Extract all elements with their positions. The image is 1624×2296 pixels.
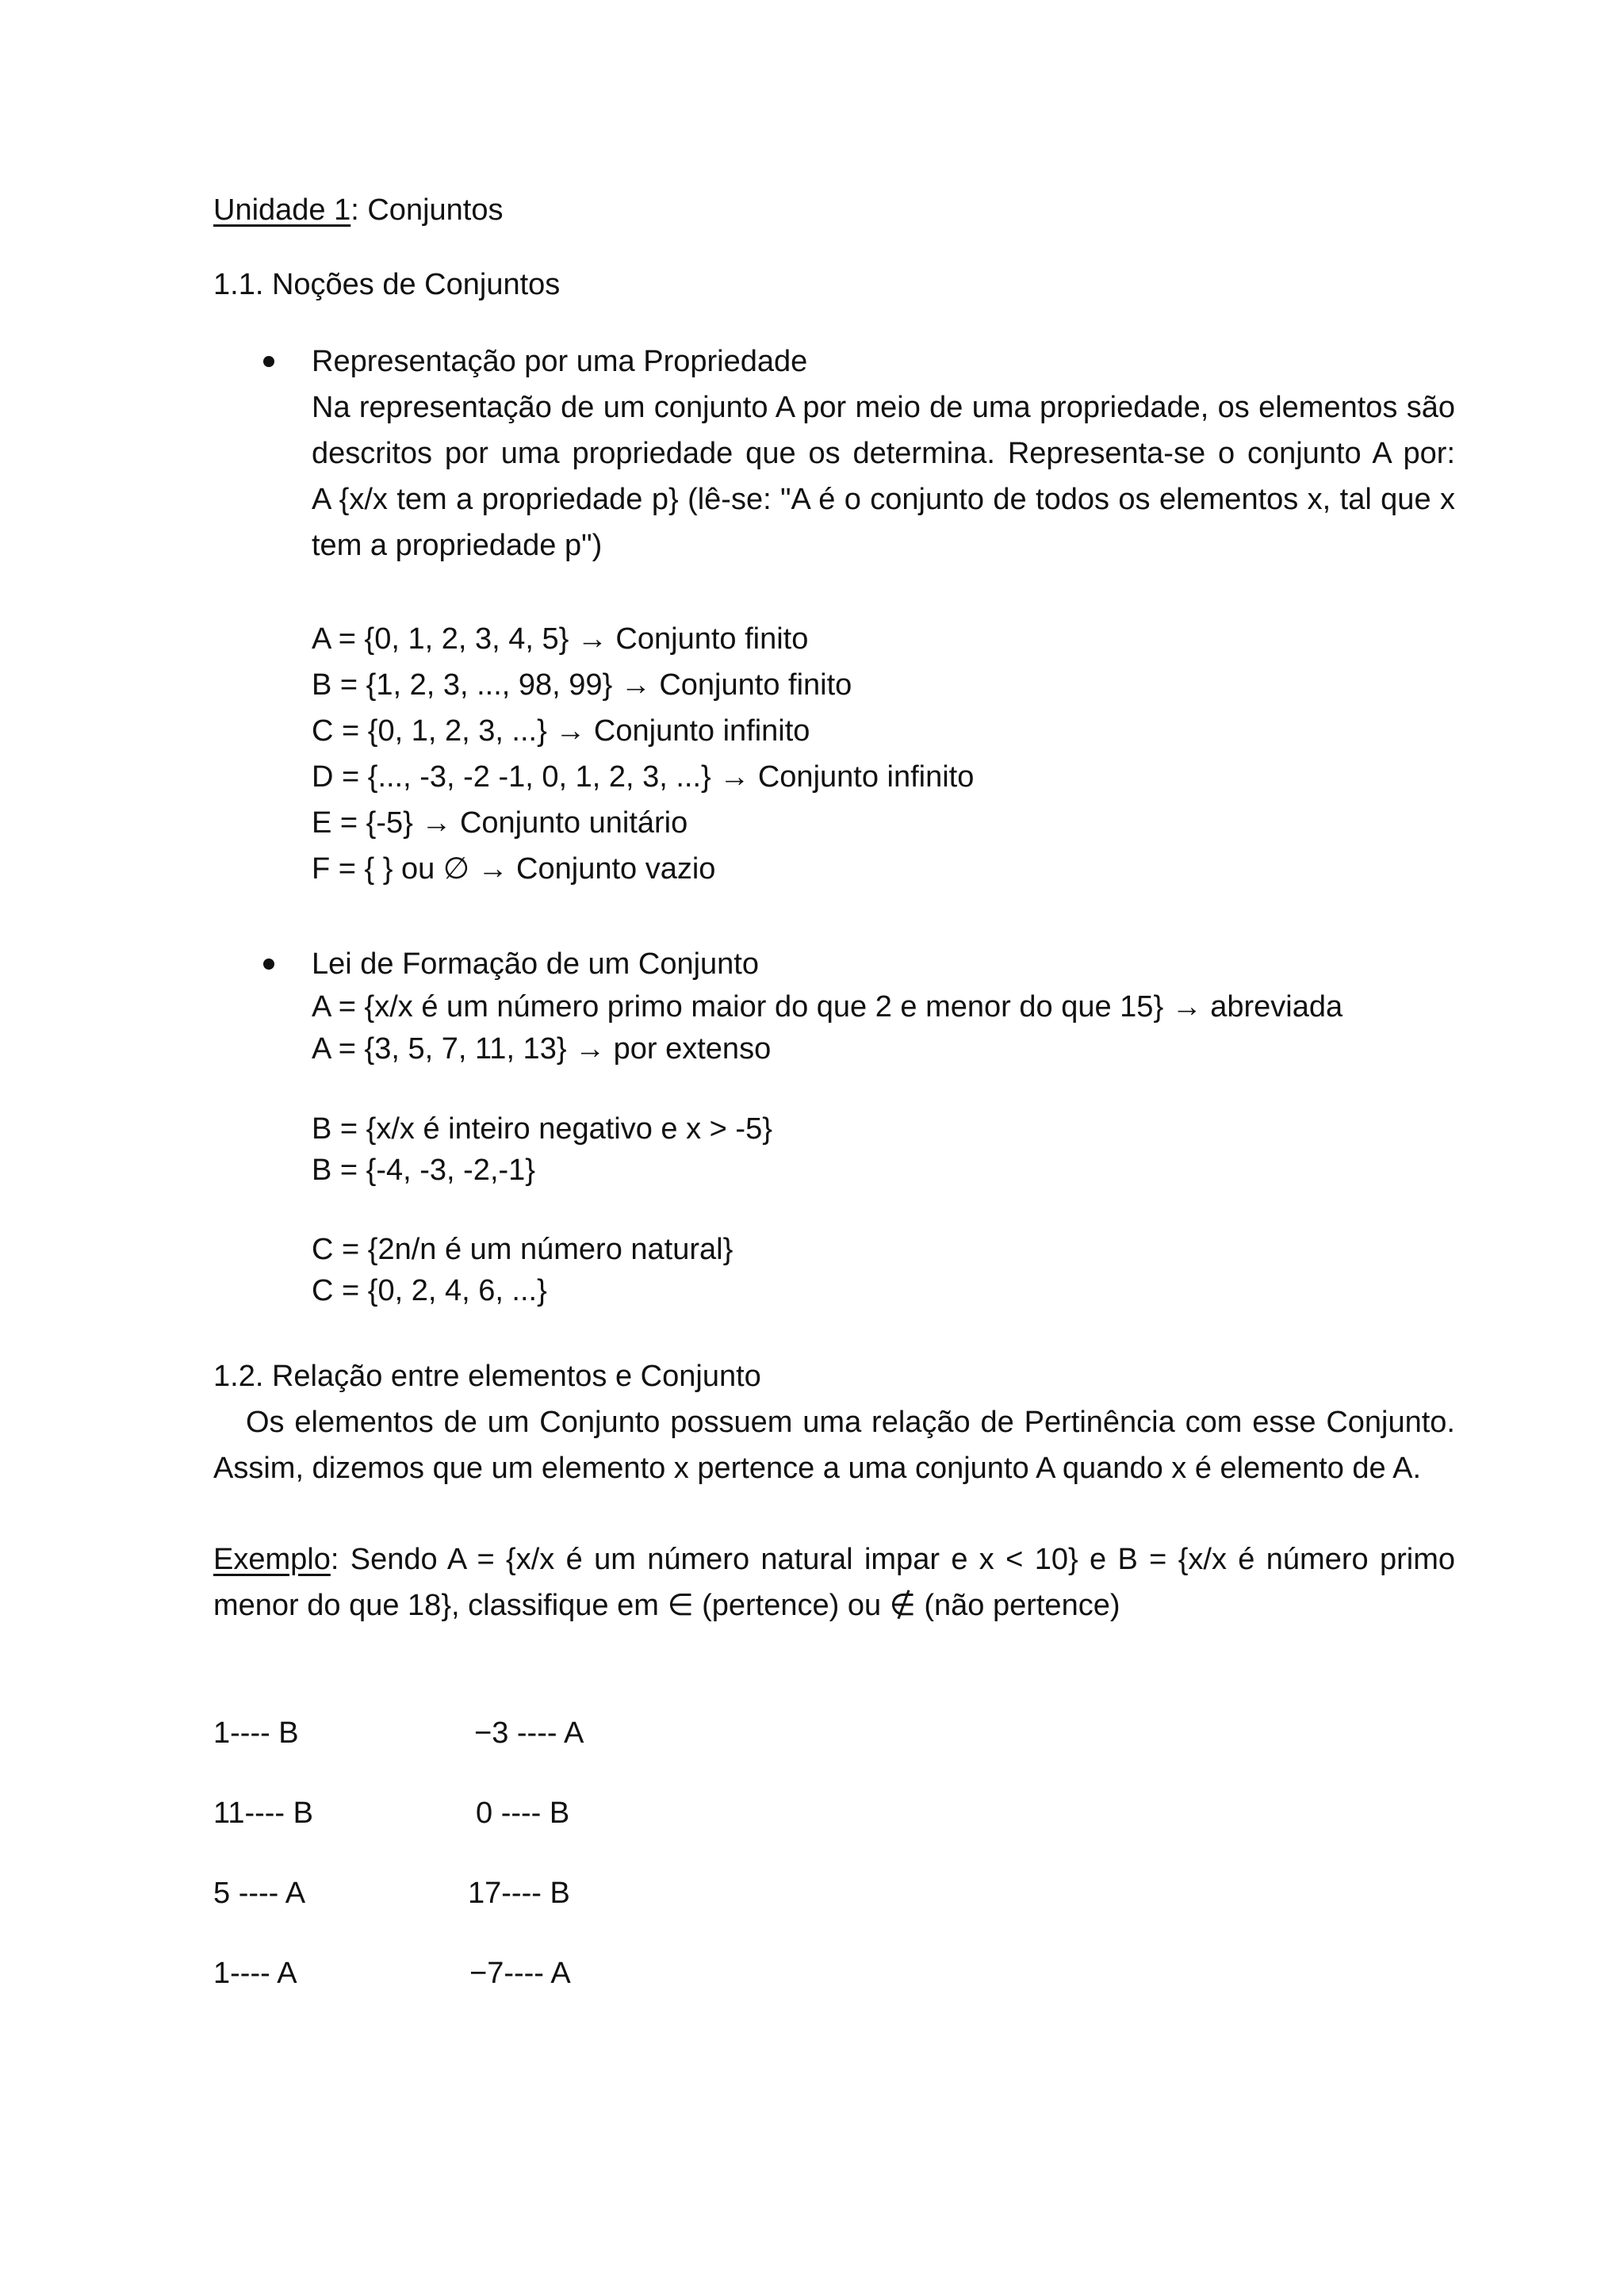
unit-heading xyxy=(213,192,503,228)
formation-line: A = {x/x é um número primo maior do que 2 e menor do que 15} → abreviada xyxy=(312,990,1343,1024)
unit-label: Unidade 1 xyxy=(213,193,351,227)
section-title-1-1: 1.1. Noções de Conjuntos xyxy=(213,268,561,301)
set-example: F = { } ou ∅ → Conjunto vazio xyxy=(312,852,716,886)
formation-line: C = {0, 2, 4, 6, ...} xyxy=(312,1274,547,1307)
bullet1-paragraph-line: tem a propriedade p") xyxy=(312,529,603,562)
bullet1-paragraph-line: Na representação de um conjunto A por meio de uma propriedade, os elementos são xyxy=(312,391,1455,424)
example-line xyxy=(213,1541,1455,1578)
formation-line: B = {-4, -3, -2,-1} xyxy=(312,1154,535,1187)
set-example: B = {1, 2, 3, ..., 98, 99} → Conjunto finito xyxy=(312,668,852,702)
exercise-left: 5 ---- A xyxy=(213,1877,306,1910)
unit-title: : Conjuntos xyxy=(350,193,504,227)
exercise-right: 0 ---- B xyxy=(476,1797,570,1830)
example-line: menor do que 18}, classifique em ∈ (pertence) ou ∉ (não pertence) xyxy=(213,1589,1120,1622)
exercise-right: −7---- A xyxy=(469,1957,571,1990)
bullet1-heading: Representação por uma Propriedade xyxy=(312,345,808,378)
example-label: Exemplo xyxy=(213,1543,331,1576)
section2-paragraph-line: Assim, dizemos que um elemento x pertence a uma conjunto A quando x é elemento de A. xyxy=(213,1452,1422,1485)
set-example: A = {0, 1, 2, 3, 4, 5} → Conjunto finito xyxy=(312,622,809,656)
exercise-left: 11---- B xyxy=(213,1797,313,1830)
bullet1-paragraph-line: descritos por uma propriedade que os determina. Representa-se o conjunto A por: xyxy=(312,437,1455,470)
example-text: : Sendo A = {x/x é um número natural impar e x < 10} e B = {x/x é número primo xyxy=(330,1543,1455,1576)
exercise-right: 17---- B xyxy=(468,1877,570,1910)
exercise-right: −3 ---- A xyxy=(474,1716,584,1750)
section-title-1-2: 1.2. Relação entre elementos e Conjunto xyxy=(213,1360,761,1393)
bullet-dot-icon xyxy=(263,356,274,367)
section2-paragraph-line: Os elementos de um Conjunto possuem uma relação de Pertinência com esse Conjunto. xyxy=(246,1406,1455,1439)
bullet1-paragraph-line: A {x/x tem a propriedade p} (lê-se: "A é o conjunto de todos os elementos x, tal que x xyxy=(312,483,1455,516)
exercise-left: 1---- A xyxy=(213,1957,297,1990)
formation-line: A = {3, 5, 7, 11, 13} → por extenso xyxy=(312,1032,772,1066)
formation-line: C = {2n/n é um número natural} xyxy=(312,1233,733,1266)
bullet-dot-icon xyxy=(263,959,274,970)
set-example: C = {0, 1, 2, 3, ...} → Conjunto infinito xyxy=(312,714,810,748)
set-example: E = {-5} → Conjunto unitário xyxy=(312,806,688,840)
formation-line: B = {x/x é inteiro negativo e x > -5} xyxy=(312,1112,772,1146)
bullet2-heading: Lei de Formação de um Conjunto xyxy=(312,947,759,981)
set-example: D = {..., -3, -2 -1, 0, 1, 2, 3, ...} → Conjunto infinito xyxy=(312,760,975,794)
exercise-left: 1---- B xyxy=(213,1716,299,1750)
